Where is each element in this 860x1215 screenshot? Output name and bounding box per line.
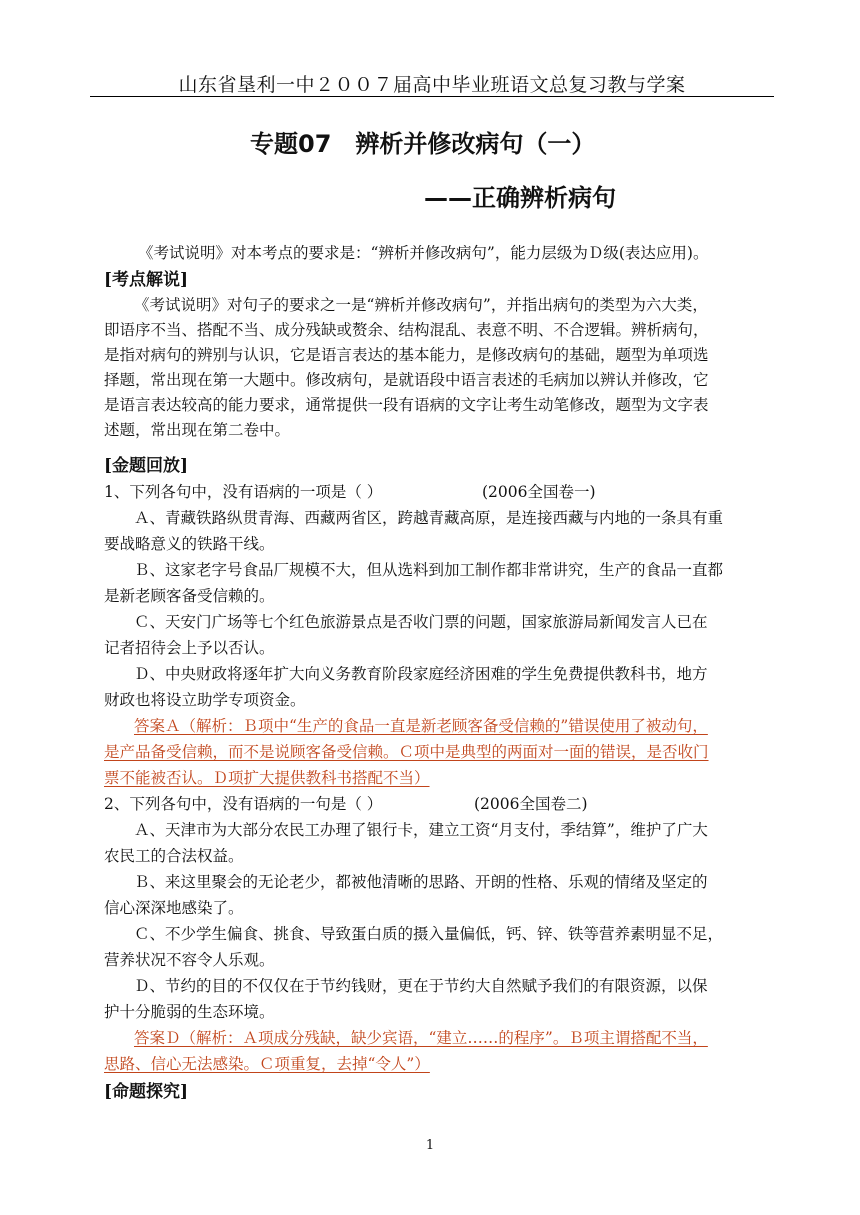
page-number: 1 <box>425 1138 435 1153</box>
kaodian-line: 是指对病句的辨别与认识，它是语言表达的基本能力，是修改病句的基础，题型为单项选 <box>104 346 709 364</box>
kaodian-line: 述题，常出现在第二卷中。 <box>104 421 291 439</box>
question-1-answer: 是产品备受信赖，而不是说顾客备受信赖。Ｃ项中是典型的两面对一面的错误，是否收门 <box>104 743 709 761</box>
intro-paragraph: 《考试说明》对本考点的要求是：“辨析并修改病句”，能力层级为Ｄ级(表达应用)。 <box>138 244 709 262</box>
section-heading-mingti: [命题探究] <box>104 1082 189 1102</box>
question-2-option: Ｂ、来这里聚会的无论老少，都被他清晰的思路、开朗的性格、乐观的情绪及坚定的 <box>134 873 708 891</box>
question-1-stem: 1、下列各句中，没有语病的一项是（ ） <box>104 483 383 501</box>
question-2-option: 信心深深地感染了。 <box>104 899 244 917</box>
kaodian-line: 《考试说明》对句子的要求之一是“辨析并修改病句”，并指出病句的类型为六大类， <box>134 296 708 314</box>
question-2-option: Ａ、天津市为大部分农民工办理了银行卡，建立工资“月支付，季结算”，维护了广大 <box>134 821 708 839</box>
question-1-option: Ｄ、中央财政将逐年扩大向义务教育阶段家庭经济困难的学生免费提供教科书，地方 <box>134 665 708 683</box>
header-rule <box>90 96 774 97</box>
question-1-option: 要战略意义的铁路干线。 <box>104 535 275 553</box>
question-2-option: 护十分脆弱的生态环境。 <box>104 1003 275 1021</box>
kaodian-line: 即语序不当、搭配不当、成分残缺或赘余、结构混乱、表意不明、不合逻辑。辨析病句， <box>104 321 709 339</box>
running-header: 山东省垦利一中２００７届高中毕业班语文总复习教与学案 <box>178 74 686 96</box>
question-1-option: 财政也将设立助学专项资金。 <box>104 691 306 709</box>
question-2-source: (2006全国卷二) <box>474 795 588 813</box>
section-heading-jinti: [金题回放] <box>104 456 189 476</box>
question-1-source: (2006全国卷一) <box>482 483 596 501</box>
section-heading-kaodian: [考点解说] <box>104 270 189 290</box>
question-1-option: Ａ、青藏铁路纵贯青海、西藏两省区，跨越青藏高原，是连接西藏与内地的一条具有重 <box>134 509 724 527</box>
question-2-stem: 2、下列各句中，没有语病的一句是（ ） <box>104 795 383 813</box>
kaodian-line: 择题，常出现在第一大题中。修改病句，是就语段中语言表述的毛病加以辨认并修改，它 <box>104 371 709 389</box>
kaodian-line: 是语言表达较高的能力要求，通常提供一段有语病的文字让考生动笔修改，题型为文字表 <box>104 396 709 414</box>
question-2-option: 农民工的合法权益。 <box>104 847 244 865</box>
question-2-option: 营养状况不容令人乐观。 <box>104 951 275 969</box>
question-1-option: 记者招待会上予以否认。 <box>104 639 275 657</box>
question-2-answer: 思路、信心无法感染。Ｃ项重复，去掉“令人”） <box>104 1055 430 1073</box>
question-1-option: Ｃ、天安门广场等七个红色旅游景点是否收门票的问题，国家旅游局新闻发言人已在 <box>134 613 708 631</box>
question-1-option: Ｂ、这家老字号食品厂规模不大，但从选料到加工制作都非常讲究，生产的食品一直都 <box>134 561 724 579</box>
page-title: 专题07 辨析并修改病句（一） <box>250 130 596 158</box>
question-2-answer: 答案Ｄ（解析：Ａ项成分残缺，缺少宾语，“建立……的程序”。Ｂ项主谓搭配不当， <box>134 1029 708 1047</box>
question-2-option: Ｃ、不少学生偏食、挑食、导致蛋白质的摄入量偏低，钙、锌、铁等营养素明显不足， <box>134 925 724 943</box>
question-1-option: 是新老顾客备受信赖的。 <box>104 587 275 605</box>
question-2-option: Ｄ、节约的目的不仅仅在于节约钱财，更在于节约大自然赋予我们的有限资源，以保 <box>134 977 708 995</box>
page-subtitle: ——正确辨析病句 <box>424 184 616 212</box>
question-1-answer: 票不能被否认。Ｄ项扩大提供教科书搭配不当） <box>104 769 430 787</box>
question-1-answer: 答案Ａ（解析：Ｂ项中“生产的食品一直是新老顾客备受信赖的”错误使用了被动句， <box>134 717 708 735</box>
